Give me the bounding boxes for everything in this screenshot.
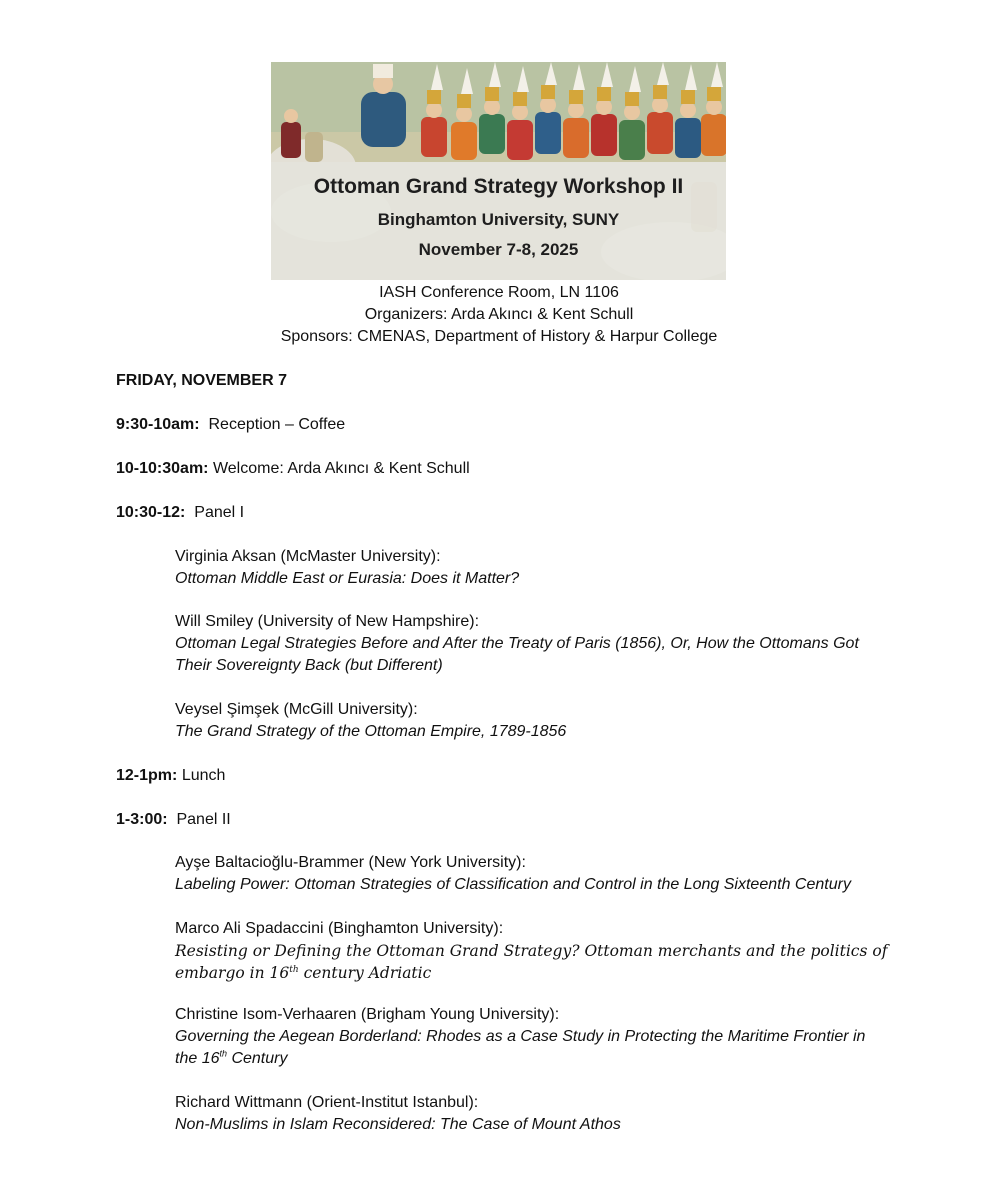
talk-speaker: Richard Wittmann (Orient-Institut Istanbul): (175, 1094, 479, 1111)
schedule-item-panel-2 (116, 810, 231, 830)
talk-title: Ottoman Legal Strategies Before and After the Treaty of Paris (1856), Or, How the Ottomans Got (175, 635, 859, 652)
schedule-item-reception (116, 415, 345, 435)
time-label: 12-1pm: (116, 767, 178, 784)
talk-title: Resisting or Defining the Ottoman Grand Strategy? Ottoman merchants and the politics of (175, 942, 888, 960)
talk-speaker: Veysel Şimşek (McGill University): (175, 701, 418, 718)
schedule-item-panel-1 (116, 503, 244, 523)
talk-title-continued: the 16th Century (175, 1048, 288, 1067)
talk-speaker: Ayşe Baltacioğlu-Brammer (New York University): (175, 854, 526, 871)
time-label: 9:30-10am: (116, 416, 200, 433)
sponsors: Sponsors: CMENAS, Department of History & Harpur College (280, 328, 718, 345)
workshop-university: Binghamton University, SUNY (377, 210, 620, 229)
schedule-item-lunch (116, 766, 225, 786)
organizers: Organizers: Arda Akıncı & Kent Schull (364, 306, 634, 323)
time-label: 10:30-12: (116, 504, 186, 521)
day-heading: FRIDAY, NOVEMBER 7 (116, 372, 287, 389)
workshop-dates: November 7-8, 2025 (418, 240, 579, 259)
talk-title-continued: embargo in 16th century Adriatic (175, 964, 432, 982)
event-label: Panel I (194, 504, 245, 521)
talk-speaker: Virginia Aksan (McMaster University): (175, 548, 441, 565)
event-label: Lunch (181, 767, 226, 784)
workshop-title: Ottoman Grand Strategy Workshop II (313, 175, 684, 198)
talk-speaker: Christine Isom-Verhaaren (Brigham Young University): (175, 1006, 560, 1023)
talk-title: Labeling Power: Ottoman Strategies of Classification and Control in the Long Sixteenth Century (175, 876, 851, 893)
time-label: 10-10:30am: (116, 460, 209, 477)
venue: IASH Conference Room, LN 1106 (379, 284, 619, 301)
talk-title: Non-Muslims in Islam Reconsidered: The Case of Mount Athos (175, 1116, 621, 1133)
schedule-item-welcome (116, 459, 470, 479)
talk-speaker: Will Smiley (University of New Hampshire): (175, 613, 480, 630)
talk-title: The Grand Strategy of the Ottoman Empire, 1789-1856 (175, 723, 567, 740)
talk-title-continued: Their Sovereignty Back (but Different) (175, 657, 443, 674)
time-label: 1-3:00: (116, 811, 168, 828)
talk-title: Ottoman Middle East or Eurasia: Does it Matter? (175, 570, 520, 587)
header-banner (271, 62, 726, 280)
talk-speaker: Marco Ali Spadaccini (Binghamton University): (175, 920, 504, 937)
event-label: Reception – Coffee (208, 416, 346, 433)
event-label: Welcome: Arda Akıncı & Kent Schull (212, 460, 470, 477)
talk-title: Governing the Aegean Borderland: Rhodes as a Case Study in Protecting the Maritime Frontier in (175, 1028, 866, 1045)
event-label: Panel II (176, 811, 231, 828)
